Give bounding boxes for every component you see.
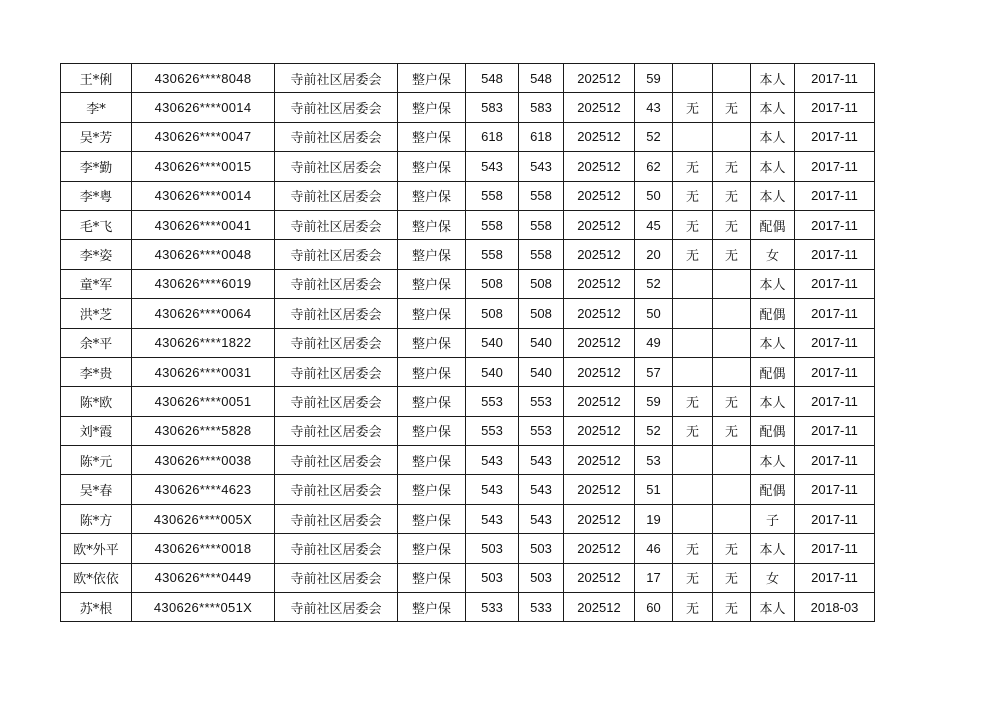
id-number-cell: 430626****0038 (132, 446, 275, 475)
start-date-cell: 2018-03 (795, 593, 875, 622)
relation-cell: 本人 (751, 534, 795, 563)
start-date-cell: 2017-11 (795, 240, 875, 269)
relation-cell: 本人 (751, 122, 795, 151)
recipient-table (60, 63, 875, 622)
amount-cell: 508 (466, 299, 519, 328)
start-date-cell: 2017-11 (795, 475, 875, 504)
id-number-cell: 430626****0051 (132, 387, 275, 416)
recipient-name-cell: 李*姿 (61, 240, 132, 269)
id-number-cell: 430626****0031 (132, 357, 275, 386)
recipient-name-cell: 苏*根 (61, 593, 132, 622)
table-row (61, 181, 875, 210)
age-cell: 52 (635, 269, 673, 298)
id-number-cell: 430626****0014 (132, 181, 275, 210)
flag-cell: 无 (713, 593, 751, 622)
age-cell: 45 (635, 210, 673, 239)
table-row (61, 357, 875, 386)
flag-cell (713, 299, 751, 328)
table-row (61, 416, 875, 445)
amount-cell: 508 (519, 269, 564, 298)
community-cell: 寺前社区居委会 (275, 299, 398, 328)
amount-cell: 533 (466, 593, 519, 622)
amount-cell: 543 (466, 475, 519, 504)
assistance-type-cell: 整户保 (398, 181, 466, 210)
amount-cell: 543 (519, 446, 564, 475)
flag-cell: 无 (673, 152, 713, 181)
age-cell: 60 (635, 593, 673, 622)
flag-cell: 无 (713, 563, 751, 592)
amount-cell: 543 (466, 446, 519, 475)
roster-sheet (60, 63, 875, 622)
community-cell: 寺前社区居委会 (275, 269, 398, 298)
amount-cell: 553 (466, 416, 519, 445)
start-date-cell: 2017-11 (795, 387, 875, 416)
table-row (61, 269, 875, 298)
id-number-cell: 430626****005X (132, 504, 275, 533)
table-row (61, 93, 875, 122)
flag-cell (713, 475, 751, 504)
relation-cell: 女 (751, 240, 795, 269)
amount-cell: 503 (466, 563, 519, 592)
table-row (61, 299, 875, 328)
amount-cell: 540 (519, 357, 564, 386)
community-cell: 寺前社区居委会 (275, 240, 398, 269)
assistance-type-cell: 整户保 (398, 387, 466, 416)
recipient-name-cell: 李*贵 (61, 357, 132, 386)
table-row (61, 152, 875, 181)
table-row (61, 240, 875, 269)
age-cell: 51 (635, 475, 673, 504)
flag-cell: 无 (673, 563, 713, 592)
amount-cell: 548 (466, 64, 519, 93)
table-row (61, 475, 875, 504)
start-date-cell: 2017-11 (795, 93, 875, 122)
id-number-cell: 430626****6019 (132, 269, 275, 298)
community-cell: 寺前社区居委会 (275, 563, 398, 592)
table-row (61, 593, 875, 622)
amount-cell: 553 (519, 387, 564, 416)
community-cell: 寺前社区居委会 (275, 93, 398, 122)
relation-cell: 本人 (751, 328, 795, 357)
flag-cell: 无 (673, 93, 713, 122)
flag-cell (673, 64, 713, 93)
period-cell: 202512 (564, 269, 635, 298)
flag-cell: 无 (673, 240, 713, 269)
start-date-cell: 2017-11 (795, 152, 875, 181)
table-row (61, 387, 875, 416)
id-number-cell: 430626****0449 (132, 563, 275, 592)
recipient-name-cell: 欧*依依 (61, 563, 132, 592)
flag-cell: 无 (713, 181, 751, 210)
table-row (61, 64, 875, 93)
start-date-cell: 2017-11 (795, 269, 875, 298)
flag-cell: 无 (673, 416, 713, 445)
community-cell: 寺前社区居委会 (275, 210, 398, 239)
assistance-type-cell: 整户保 (398, 504, 466, 533)
flag-cell (713, 64, 751, 93)
start-date-cell: 2017-11 (795, 122, 875, 151)
flag-cell (673, 122, 713, 151)
community-cell: 寺前社区居委会 (275, 446, 398, 475)
period-cell: 202512 (564, 122, 635, 151)
community-cell: 寺前社区居委会 (275, 593, 398, 622)
community-cell: 寺前社区居委会 (275, 64, 398, 93)
start-date-cell: 2017-11 (795, 563, 875, 592)
relation-cell: 本人 (751, 593, 795, 622)
relation-cell: 子 (751, 504, 795, 533)
id-number-cell: 430626****0014 (132, 93, 275, 122)
period-cell: 202512 (564, 593, 635, 622)
age-cell: 57 (635, 357, 673, 386)
table-row (61, 210, 875, 239)
flag-cell (673, 475, 713, 504)
flag-cell: 无 (673, 387, 713, 416)
flag-cell: 无 (713, 210, 751, 239)
id-number-cell: 430626****4623 (132, 475, 275, 504)
age-cell: 17 (635, 563, 673, 592)
community-cell: 寺前社区居委会 (275, 504, 398, 533)
recipient-name-cell: 毛*飞 (61, 210, 132, 239)
start-date-cell: 2017-11 (795, 534, 875, 563)
amount-cell: 540 (466, 328, 519, 357)
flag-cell: 无 (673, 593, 713, 622)
recipient-name-cell: 刘*霞 (61, 416, 132, 445)
age-cell: 50 (635, 181, 673, 210)
relation-cell: 女 (751, 563, 795, 592)
flag-cell: 无 (673, 181, 713, 210)
amount-cell: 503 (466, 534, 519, 563)
period-cell: 202512 (564, 210, 635, 239)
flag-cell (673, 328, 713, 357)
recipient-name-cell: 童*军 (61, 269, 132, 298)
age-cell: 49 (635, 328, 673, 357)
period-cell: 202512 (564, 504, 635, 533)
id-number-cell: 430626****0064 (132, 299, 275, 328)
amount-cell: 540 (519, 328, 564, 357)
age-cell: 59 (635, 387, 673, 416)
flag-cell: 无 (713, 534, 751, 563)
amount-cell: 553 (519, 416, 564, 445)
relation-cell: 本人 (751, 152, 795, 181)
flag-cell (673, 269, 713, 298)
assistance-type-cell: 整户保 (398, 152, 466, 181)
community-cell: 寺前社区居委会 (275, 416, 398, 445)
recipient-name-cell: 欧*外平 (61, 534, 132, 563)
period-cell: 202512 (564, 240, 635, 269)
relation-cell: 本人 (751, 446, 795, 475)
recipient-name-cell: 王*俐 (61, 64, 132, 93)
recipient-name-cell: 陈*方 (61, 504, 132, 533)
period-cell: 202512 (564, 64, 635, 93)
flag-cell (713, 328, 751, 357)
period-cell: 202512 (564, 563, 635, 592)
age-cell: 52 (635, 416, 673, 445)
amount-cell: 618 (466, 122, 519, 151)
amount-cell: 503 (519, 534, 564, 563)
id-number-cell: 430626****1822 (132, 328, 275, 357)
flag-cell (713, 504, 751, 533)
assistance-type-cell: 整户保 (398, 122, 466, 151)
assistance-type-cell: 整户保 (398, 64, 466, 93)
relation-cell: 配偶 (751, 475, 795, 504)
amount-cell: 558 (466, 240, 519, 269)
community-cell: 寺前社区居委会 (275, 387, 398, 416)
age-cell: 59 (635, 64, 673, 93)
table-row (61, 563, 875, 592)
period-cell: 202512 (564, 152, 635, 181)
start-date-cell: 2017-11 (795, 446, 875, 475)
amount-cell: 558 (519, 210, 564, 239)
relation-cell: 配偶 (751, 416, 795, 445)
assistance-type-cell: 整户保 (398, 593, 466, 622)
relation-cell: 本人 (751, 64, 795, 93)
period-cell: 202512 (564, 446, 635, 475)
flag-cell (713, 269, 751, 298)
community-cell: 寺前社区居委会 (275, 181, 398, 210)
assistance-type-cell: 整户保 (398, 210, 466, 239)
period-cell: 202512 (564, 181, 635, 210)
id-number-cell: 430626****0047 (132, 122, 275, 151)
amount-cell: 508 (466, 269, 519, 298)
start-date-cell: 2017-11 (795, 64, 875, 93)
age-cell: 50 (635, 299, 673, 328)
assistance-type-cell: 整户保 (398, 299, 466, 328)
age-cell: 19 (635, 504, 673, 533)
amount-cell: 540 (466, 357, 519, 386)
relation-cell: 配偶 (751, 357, 795, 386)
recipient-name-cell: 吴*芳 (61, 122, 132, 151)
recipient-name-cell: 陈*元 (61, 446, 132, 475)
amount-cell: 543 (466, 504, 519, 533)
period-cell: 202512 (564, 299, 635, 328)
amount-cell: 583 (519, 93, 564, 122)
flag-cell (713, 446, 751, 475)
assistance-type-cell: 整户保 (398, 475, 466, 504)
table-row (61, 534, 875, 563)
amount-cell: 533 (519, 593, 564, 622)
assistance-type-cell: 整户保 (398, 93, 466, 122)
community-cell: 寺前社区居委会 (275, 328, 398, 357)
relation-cell: 配偶 (751, 299, 795, 328)
amount-cell: 558 (466, 181, 519, 210)
start-date-cell: 2017-11 (795, 416, 875, 445)
flag-cell (673, 357, 713, 386)
id-number-cell: 430626****0015 (132, 152, 275, 181)
age-cell: 43 (635, 93, 673, 122)
id-number-cell: 430626****0018 (132, 534, 275, 563)
recipient-name-cell: 吴*春 (61, 475, 132, 504)
amount-cell: 503 (519, 563, 564, 592)
id-number-cell: 430626****0048 (132, 240, 275, 269)
period-cell: 202512 (564, 387, 635, 416)
amount-cell: 558 (466, 210, 519, 239)
id-number-cell: 430626****0041 (132, 210, 275, 239)
age-cell: 62 (635, 152, 673, 181)
relation-cell: 本人 (751, 387, 795, 416)
table-row (61, 122, 875, 151)
assistance-type-cell: 整户保 (398, 357, 466, 386)
relation-cell: 本人 (751, 93, 795, 122)
period-cell: 202512 (564, 93, 635, 122)
recipient-name-cell: 余*平 (61, 328, 132, 357)
recipient-name-cell: 李*粤 (61, 181, 132, 210)
id-number-cell: 430626****051X (132, 593, 275, 622)
assistance-type-cell: 整户保 (398, 240, 466, 269)
age-cell: 53 (635, 446, 673, 475)
recipient-name-cell: 李*勤 (61, 152, 132, 181)
age-cell: 46 (635, 534, 673, 563)
flag-cell: 无 (673, 534, 713, 563)
flag-cell (673, 299, 713, 328)
start-date-cell: 2017-11 (795, 181, 875, 210)
table-body (61, 64, 875, 622)
amount-cell: 548 (519, 64, 564, 93)
flag-cell (673, 504, 713, 533)
community-cell: 寺前社区居委会 (275, 357, 398, 386)
table-row (61, 328, 875, 357)
period-cell: 202512 (564, 534, 635, 563)
age-cell: 20 (635, 240, 673, 269)
assistance-type-cell: 整户保 (398, 328, 466, 357)
community-cell: 寺前社区居委会 (275, 534, 398, 563)
age-cell: 52 (635, 122, 673, 151)
recipient-name-cell: 洪*芝 (61, 299, 132, 328)
recipient-name-cell: 李* (61, 93, 132, 122)
flag-cell (713, 357, 751, 386)
amount-cell: 558 (519, 181, 564, 210)
table-row (61, 504, 875, 533)
assistance-type-cell: 整户保 (398, 563, 466, 592)
amount-cell: 618 (519, 122, 564, 151)
recipient-name-cell: 陈*欧 (61, 387, 132, 416)
start-date-cell: 2017-11 (795, 210, 875, 239)
amount-cell: 583 (466, 93, 519, 122)
flag-cell: 无 (713, 93, 751, 122)
period-cell: 202512 (564, 328, 635, 357)
start-date-cell: 2017-11 (795, 504, 875, 533)
id-number-cell: 430626****5828 (132, 416, 275, 445)
flag-cell: 无 (713, 240, 751, 269)
amount-cell: 558 (519, 240, 564, 269)
flag-cell: 无 (713, 152, 751, 181)
amount-cell: 508 (519, 299, 564, 328)
start-date-cell: 2017-11 (795, 357, 875, 386)
flag-cell: 无 (713, 387, 751, 416)
assistance-type-cell: 整户保 (398, 269, 466, 298)
start-date-cell: 2017-11 (795, 328, 875, 357)
id-number-cell: 430626****8048 (132, 64, 275, 93)
relation-cell: 配偶 (751, 210, 795, 239)
amount-cell: 553 (466, 387, 519, 416)
amount-cell: 543 (466, 152, 519, 181)
flag-cell (713, 122, 751, 151)
assistance-type-cell: 整户保 (398, 446, 466, 475)
relation-cell: 本人 (751, 269, 795, 298)
amount-cell: 543 (519, 152, 564, 181)
flag-cell: 无 (673, 210, 713, 239)
community-cell: 寺前社区居委会 (275, 475, 398, 504)
period-cell: 202512 (564, 416, 635, 445)
period-cell: 202512 (564, 475, 635, 504)
assistance-type-cell: 整户保 (398, 534, 466, 563)
amount-cell: 543 (519, 475, 564, 504)
community-cell: 寺前社区居委会 (275, 122, 398, 151)
flag-cell (673, 446, 713, 475)
relation-cell: 本人 (751, 181, 795, 210)
table-row (61, 446, 875, 475)
start-date-cell: 2017-11 (795, 299, 875, 328)
assistance-type-cell: 整户保 (398, 416, 466, 445)
period-cell: 202512 (564, 357, 635, 386)
community-cell: 寺前社区居委会 (275, 152, 398, 181)
amount-cell: 543 (519, 504, 564, 533)
flag-cell: 无 (713, 416, 751, 445)
